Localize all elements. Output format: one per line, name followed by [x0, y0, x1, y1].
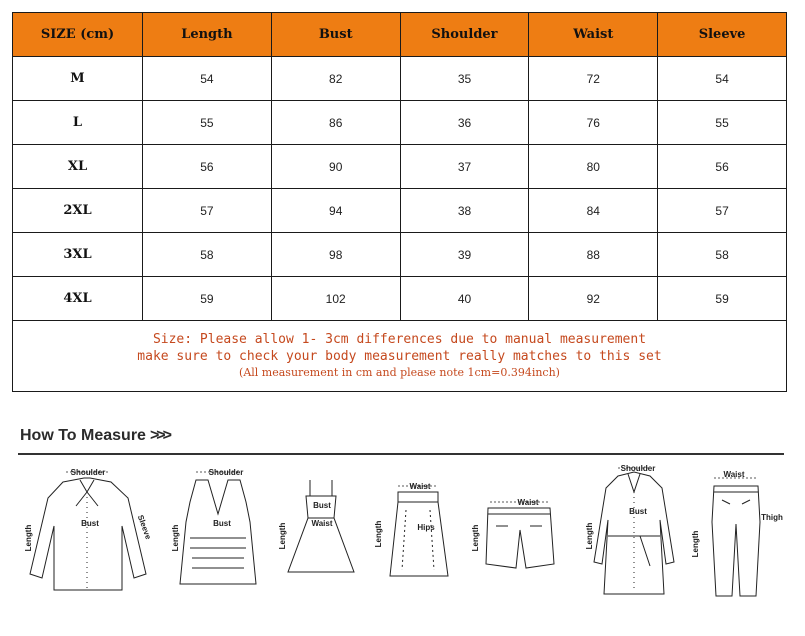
header-waist: Waist: [529, 13, 658, 57]
length-cell: 56: [143, 145, 272, 189]
shoulder-cell: 37: [400, 145, 529, 189]
skirt-illustration: [372, 474, 462, 598]
blouse-bust-label: Bust: [81, 519, 99, 528]
length-cell: 58: [143, 233, 272, 277]
shoulder-cell: 38: [400, 189, 529, 233]
header-sleeve: Sleeve: [658, 13, 787, 57]
length-cell: 59: [143, 277, 272, 321]
tank-shoulder-label: Shoulder: [208, 468, 244, 477]
size-cell: L: [13, 101, 143, 145]
header-size: SIZE (cm): [13, 13, 143, 57]
length-cell: 54: [143, 57, 272, 101]
table-row: [13, 189, 787, 233]
tank-length-label: Length: [171, 524, 180, 552]
sleeve-cell: 58: [658, 233, 787, 277]
dress-length-label: Length: [278, 522, 287, 550]
note-line-1: Size: Please allow 1- 3cm differences due to manual measurement: [152, 331, 647, 347]
shorts-length-label: Length: [471, 524, 480, 552]
length-cell: 57: [143, 189, 272, 233]
sleeve-cell: 56: [658, 145, 787, 189]
shoulder-cell: 39: [400, 233, 529, 277]
dress-figure: [276, 470, 362, 598]
header-bust: Bust: [271, 13, 400, 57]
size-chart-table: [12, 12, 787, 392]
note-row: [13, 321, 787, 392]
header-shoulder: Shoulder: [400, 13, 529, 57]
bust-cell: 82: [271, 57, 400, 101]
waist-cell: 92: [529, 277, 658, 321]
table-row: [13, 277, 787, 321]
dress-illustration: [276, 470, 362, 598]
waist-cell: 84: [529, 189, 658, 233]
skirt-hips-label: Hips: [417, 523, 435, 532]
blouse-sleeve-label: Sleeve: [135, 513, 153, 541]
shoulder-cell: 40: [400, 277, 529, 321]
table-row: [13, 57, 787, 101]
heading-divider: [18, 453, 784, 455]
pants-figure: [686, 464, 786, 604]
bust-cell: 86: [271, 101, 400, 145]
skirt-length-label: Length: [374, 520, 383, 548]
blouse-figure: [18, 462, 156, 598]
bust-cell: 102: [271, 277, 400, 321]
how-to-measure-title: How To Measure: [20, 427, 146, 444]
waist-cell: 88: [529, 233, 658, 277]
shorts-illustration: [468, 490, 566, 580]
size-cell: XL: [13, 145, 143, 189]
size-cell: 3XL: [13, 233, 143, 277]
shorts-waist-label: Waist: [517, 498, 539, 507]
coat-shoulder-label: Shoulder: [620, 464, 656, 473]
shoulder-cell: 35: [400, 57, 529, 101]
shoulder-cell: 36: [400, 101, 529, 145]
measurement-note: [13, 321, 787, 392]
tank-figure: [168, 462, 268, 598]
shorts-figure: [468, 490, 566, 580]
bust-cell: 94: [271, 189, 400, 233]
how-to-measure-heading: [20, 427, 169, 445]
pants-illustration: [686, 464, 786, 604]
size-cell: M: [13, 57, 143, 101]
waist-cell: 80: [529, 145, 658, 189]
bust-cell: 90: [271, 145, 400, 189]
blouse-shoulder-label: Shoulder: [70, 468, 106, 477]
dress-waist-label: Waist: [311, 519, 333, 528]
arrows-icon: >>>: [149, 427, 169, 444]
tank-bust-label: Bust: [213, 519, 231, 528]
length-cell: 55: [143, 101, 272, 145]
waist-cell: 76: [529, 101, 658, 145]
pants-thigh-label: Thigh: [761, 513, 783, 522]
pants-length-label: Length: [691, 530, 700, 558]
pants-waist-label: Waist: [723, 470, 745, 479]
note-line-2: make sure to check your body measurement really matches to this set: [137, 348, 662, 364]
header-length: Length: [143, 13, 272, 57]
coat-illustration: [584, 462, 684, 602]
tank-illustration: [168, 462, 268, 598]
sleeve-cell: 59: [658, 277, 787, 321]
sleeve-cell: 55: [658, 101, 787, 145]
size-cell: 2XL: [13, 189, 143, 233]
table-row: [13, 101, 787, 145]
blouse-illustration: [18, 462, 156, 598]
header-row: [13, 13, 787, 57]
skirt-waist-label: Waist: [409, 482, 431, 491]
dress-bust-label: Bust: [313, 501, 331, 510]
coat-bust-label: Bust: [629, 507, 647, 516]
size-cell: 4XL: [13, 277, 143, 321]
blouse-length-label: Length: [24, 524, 33, 552]
sleeve-cell: 57: [658, 189, 787, 233]
bust-cell: 98: [271, 233, 400, 277]
table-row: [13, 233, 787, 277]
coat-figure: [584, 462, 684, 602]
table-row: [13, 145, 787, 189]
waist-cell: 72: [529, 57, 658, 101]
coat-length-label: Length: [585, 522, 594, 550]
skirt-figure: [372, 474, 462, 598]
note-line-3: (All measurement in cm and please note 1cm=0.394inch): [239, 365, 560, 379]
sleeve-cell: 54: [658, 57, 787, 101]
